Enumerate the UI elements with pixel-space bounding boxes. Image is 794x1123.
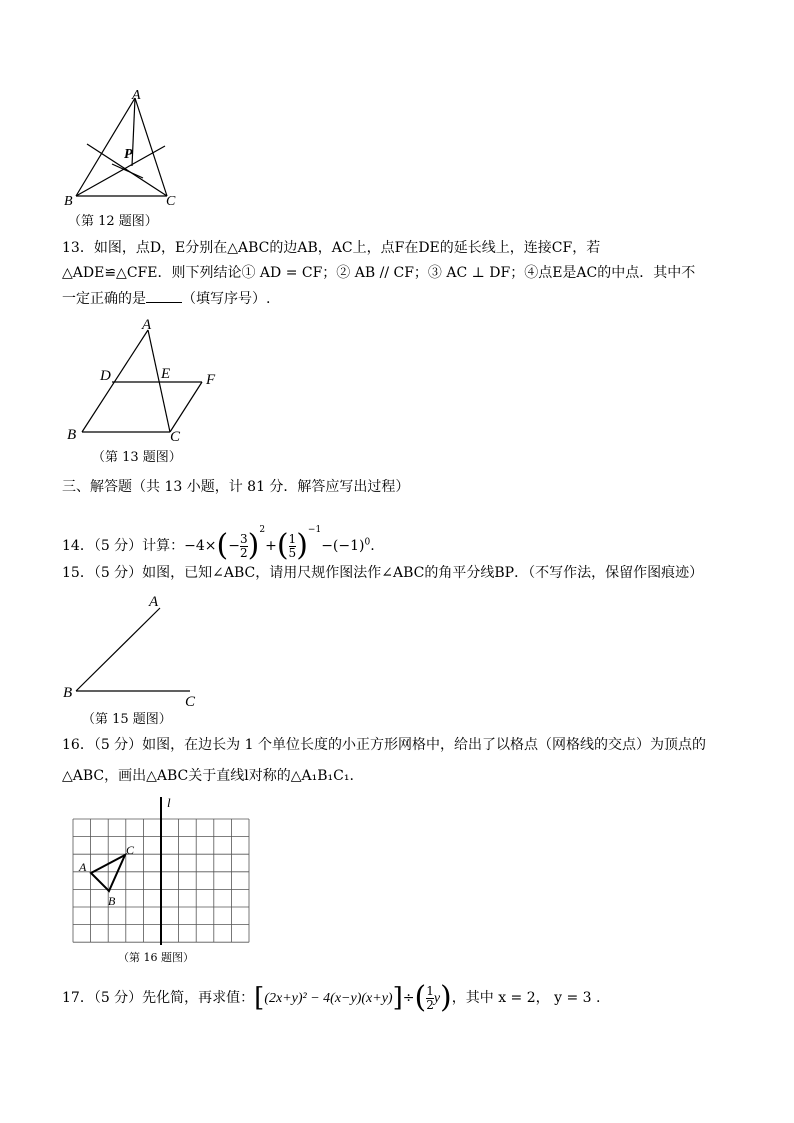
fig12-label-p: P	[124, 147, 133, 162]
figure-13-diagram	[62, 312, 222, 447]
q17-prefix: 17．（5 分）先化简，再求值：	[62, 990, 255, 1006]
q14-end: .	[370, 538, 375, 554]
fig16-label-b: B	[108, 894, 116, 908]
fig16-label-c: C	[126, 843, 135, 857]
q13-line3-before: 一定正确的是	[62, 291, 146, 307]
q14-exp3: 0	[364, 537, 371, 548]
fig15-label-c: C	[185, 694, 196, 710]
fig12-label-b: B	[64, 194, 73, 206]
figure-16-grid	[68, 795, 258, 950]
fig12-label-c: C	[166, 194, 176, 206]
q14-exp1: 2	[259, 525, 266, 535]
q14-fraction-2: $\frac{1}{5}$	[288, 531, 297, 560]
q14-prefix: 14．（5 分）计算：	[62, 538, 185, 554]
q13-line1: 13．如图，点D，E分别在△ABC的边AB，AC上，点F在DE的延长线上，连接CF，若	[62, 240, 601, 256]
fig12-caption: （第 12 题图）	[68, 214, 158, 229]
q13-line2: △ADE≌△CFE．则下列结论① AD = CF；② AB // CF；③ AC ⊥ DF；④点E是AC的中点．其中不	[62, 265, 696, 281]
q14-part1: −4×	[184, 538, 217, 554]
q14: 14．（5 分）计算：−4×(− $\frac{3}{2}$ )$^2$+( $\frac{1}{5}$ )$^{-1}-(-1)^0$.	[62, 525, 375, 563]
q14-tail: −(−1)	[321, 538, 365, 554]
q17-div: ÷	[402, 990, 415, 1006]
section3-heading: 三、解答题（共 13 小题，计 81 分．解答应写出过程）	[62, 479, 410, 495]
q14-fraction-1: $\frac{3}{2}$	[240, 531, 248, 560]
fig16-caption: （第 16 题图）	[118, 951, 194, 964]
fig13-label-a: A	[142, 317, 152, 333]
figure-15	[60, 590, 210, 710]
q17-fraction: $\frac{1}{2}$	[426, 983, 434, 1012]
q15-text: 15．（5 分）如图，已知∠ABC，请用尺规作图法作∠ABC的角平分线BP．（不写作法，保留作图痕迹）	[62, 565, 704, 581]
q17-expression: (2x+y)² − 4(x−y)(x+y)	[264, 991, 393, 1006]
figure-16	[68, 795, 258, 950]
fig15-label-b: B	[63, 685, 73, 701]
fig16-label-l: l	[167, 795, 171, 810]
q13-line3	[62, 288, 270, 309]
fig13-label-c: C	[170, 429, 181, 445]
fig15-label-a: A	[149, 594, 159, 610]
q14-exp2: −1	[307, 525, 322, 535]
fig16-label-a: A	[79, 860, 87, 874]
q16-line2: △ABC，画出△ABC关于直线l对称的△A₁B₁C₁.	[62, 768, 354, 784]
figure-15-diagram	[60, 590, 210, 710]
q17: 17．（5 分）先化简，再求值：[(2x+y)² − 4(x−y)(x+y)]÷( $\frac{1}{2}$ y)，其中 x = 2， y = 3 .	[62, 980, 601, 1015]
fig15-caption: （第 15 题图）	[82, 712, 172, 727]
q14-sign1: −	[228, 538, 240, 554]
fig13-label-f: F	[206, 372, 216, 388]
fig13-label-e: E	[161, 366, 171, 382]
fig12-label-a: A	[132, 88, 141, 103]
q16-line1: 16．（5 分）如图，在边长为 1 个单位长度的小正方形网格中，给出了以格点（网格线的交点）为顶点的	[62, 737, 706, 753]
q13-line3-after: （填写序号）.	[182, 291, 271, 307]
q17-tail: ，其中 x = 2， y = 3 .	[451, 990, 601, 1006]
q17-var: y	[433, 991, 441, 1006]
figure-13	[62, 312, 222, 447]
fig13-label-b: B	[67, 427, 77, 443]
figure-12-diagram	[60, 86, 180, 206]
q14-plus: +	[265, 538, 277, 554]
figure-12	[60, 86, 180, 206]
fig13-caption: （第 13 题图）	[92, 450, 182, 465]
fig13-label-d: D	[100, 368, 111, 384]
q13-answer-blank[interactable]	[146, 288, 182, 303]
